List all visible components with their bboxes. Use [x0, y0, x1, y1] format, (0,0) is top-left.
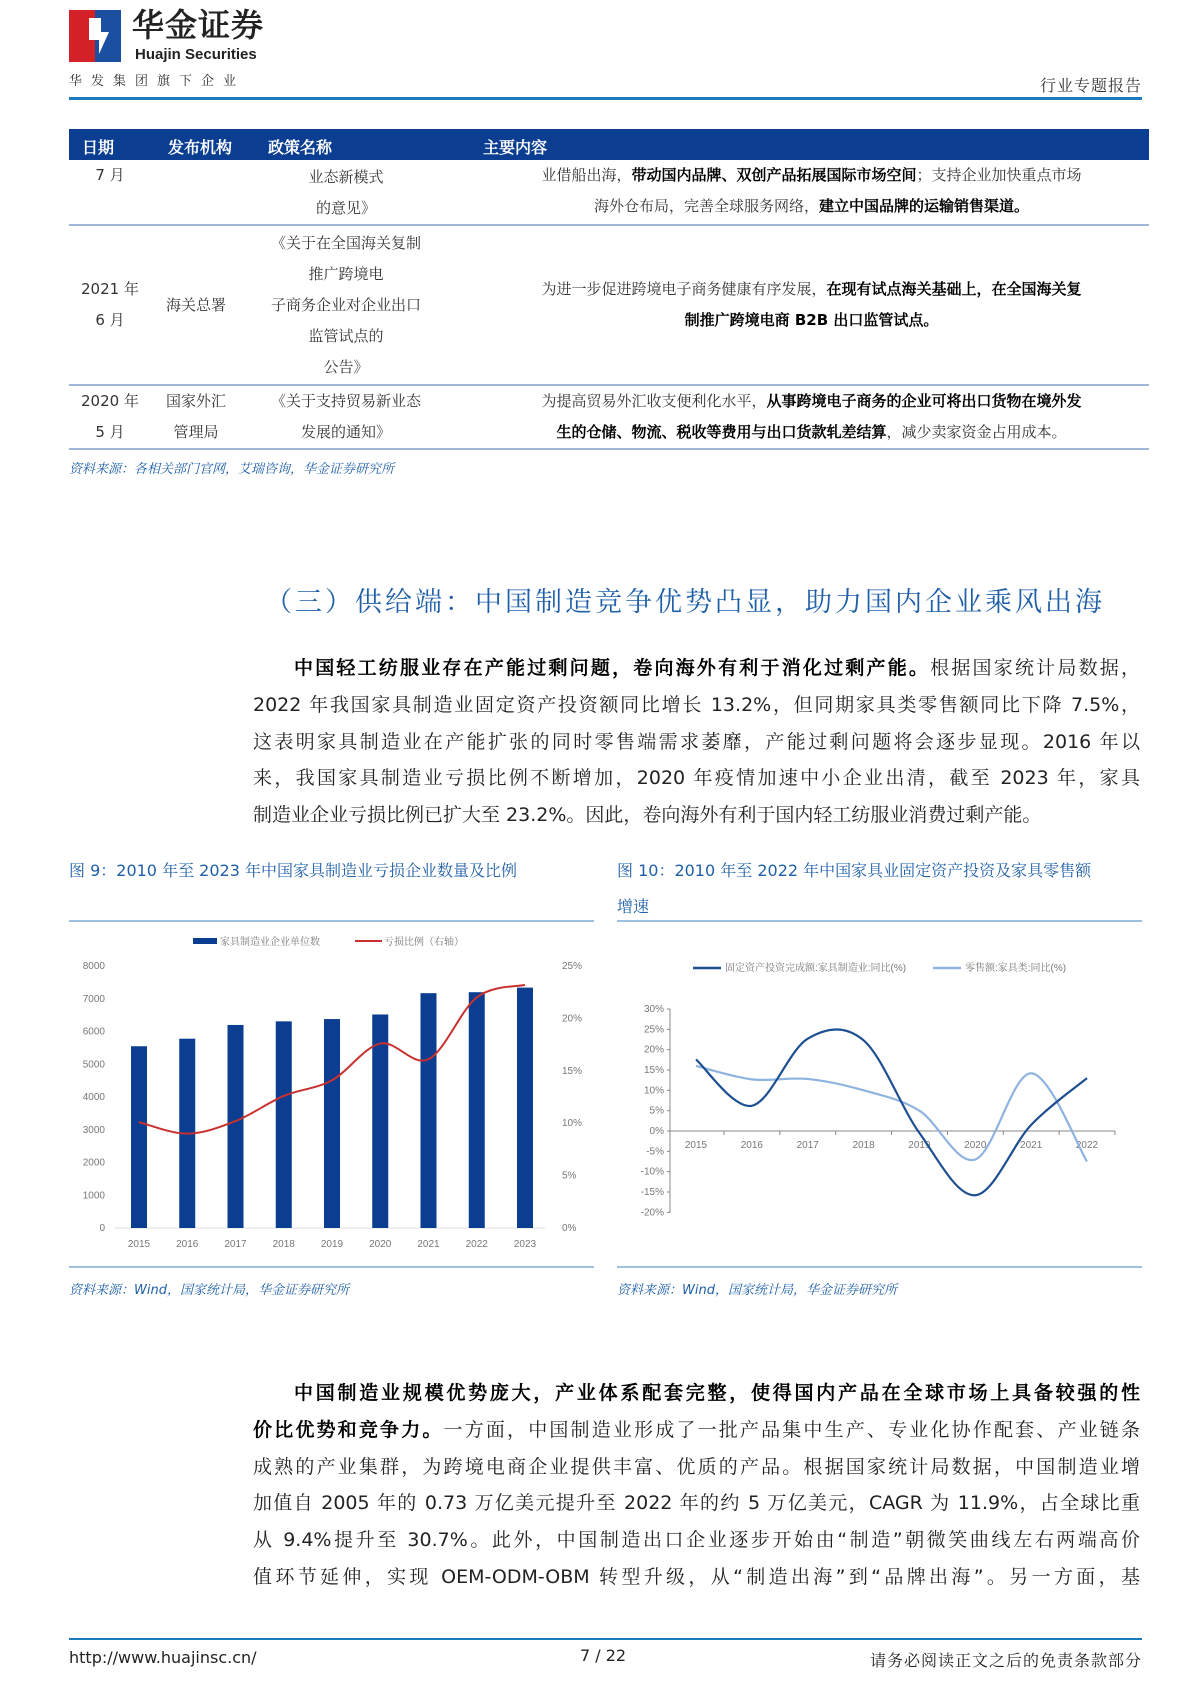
cell-line: 管理局: [173, 423, 219, 441]
y-left-tick-label: 6000: [82, 1026, 105, 1038]
bar: [469, 992, 485, 1228]
paragraph-line: [253, 1449, 1140, 1486]
y-tick-label: 25%: [643, 1024, 664, 1036]
bar: [131, 1046, 147, 1228]
x-tick-label: 2022: [465, 1239, 488, 1250]
investment-growth-line: [696, 1030, 1087, 1196]
cell-line: 海关总署: [165, 295, 226, 314]
x-tick-label: 2021: [1020, 1140, 1043, 1151]
fig10-caption-line2: 增速: [617, 897, 650, 916]
y-left-tick-label: 8000: [82, 961, 105, 972]
text: 值环节延伸，实现 OEM-ODM-OBM 转型升级，从“制造出海”到“品牌出海”。另一方面，基: [253, 1565, 1140, 1588]
text: 根据国家统计局数据，: [930, 657, 1140, 679]
x-tick-label: 2022: [1075, 1140, 1099, 1151]
legend-label: 家具制造业企业单位数: [220, 937, 320, 948]
y-right-tick-label: 10%: [562, 1118, 583, 1130]
text: 来，我国家具制造业亏损比例不断增加，2020 年疫情加速中小企业出清，截至 2023 年，家具: [253, 767, 1140, 790]
bold-text: 中国制造业规模优势庞大，产业体系配套完整，使得国内产品在全球市场上具备较强的性: [294, 1382, 1140, 1404]
x-tick-label: 2015: [127, 1239, 151, 1250]
paragraph-manufacturing-advantage: [253, 1375, 1140, 1596]
table-source: 资料来源：各相关部门官网，艾瑞咨询，华金证券研究所: [69, 462, 395, 477]
cell-line: 《关于在全国海关复制: [270, 233, 421, 252]
x-tick-label: 2017: [224, 1239, 247, 1250]
bar: [517, 988, 533, 1228]
cell-line: 的意见》: [315, 198, 376, 217]
bold-text: 生的仓储、物流、税收等费用与出口货款轧差结算: [556, 423, 887, 441]
x-tick-label: 2019: [320, 1239, 344, 1250]
footer-divider: [69, 1638, 1142, 1640]
x-tick-label: 2018: [272, 1239, 295, 1250]
col-policy: 政策名称: [268, 138, 333, 157]
col-content: 主要内容: [483, 138, 548, 157]
text: 成熟的产业集群，为跨境电商企业提供丰富、优质的产品。根据国家统计局数据，中国制造业增: [253, 1455, 1140, 1478]
y-tick-label: -10%: [640, 1166, 664, 1178]
text: 制造业企业亏损比例已扩大至 23.2%。因此，卷向海外有利于国内轻工纺服业消费过剩产能。: [253, 804, 1042, 827]
y-tick-label: -20%: [640, 1207, 664, 1219]
tagline: 华发集团旗下企业: [69, 74, 246, 89]
x-tick-label: 2018: [852, 1140, 875, 1151]
cell-line: 5 月: [95, 423, 125, 441]
legend-label: 零售额:家具类:同比(%): [965, 963, 1067, 974]
paragraph-line: [253, 1522, 1140, 1559]
page-number: 7 / 22: [580, 1646, 627, 1665]
text: 从 9.4%提升至 30.7%。此外，中国制造出口企业逐步开始由“制造”朝微笑曲线左右两端高价: [253, 1529, 1140, 1552]
y-left-tick-label: 2000: [82, 1157, 105, 1169]
text: 为进一步促进跨境电子商务健康有序发展，: [541, 280, 827, 298]
footer-disclaimer: 请务必阅读正文之后的免责条款部分: [869, 1651, 1142, 1670]
chart-fig10: [600, 0, 1200, 1270]
bold-text: 在现有试点海关基础上，在全国海关复: [826, 280, 1082, 298]
cell-line: 6 月: [95, 311, 125, 329]
logo-text-cn: 华金证券: [132, 6, 265, 44]
col-date: 日期: [82, 138, 115, 157]
col-org: 发布机构: [168, 138, 233, 157]
y-right-tick-label: 15%: [562, 1065, 583, 1077]
y-left-tick-label: 0: [99, 1223, 105, 1234]
x-tick-label: 2021: [417, 1239, 440, 1250]
legend-label: 亏损比例（右轴）: [384, 937, 464, 948]
cell-line: 业态新模式: [308, 167, 384, 186]
text: 加值自 2005 年的 0.73 万亿美元提升至 2022 年的约 5 万亿美元，CAGR 为 11.9%，占全球比重: [253, 1492, 1140, 1515]
text: ，减少卖家资金占用成本。: [886, 423, 1067, 441]
paragraph-line: [253, 1412, 1140, 1449]
paragraph-line: [253, 1559, 1140, 1596]
x-tick-label: 2016: [176, 1239, 199, 1250]
y-left-tick-label: 4000: [82, 1092, 105, 1103]
y-tick-label: 20%: [643, 1044, 664, 1056]
fig9-caption: 图 9：2010 年至 2023 年中国家具制造业亏损企业数量及比例: [69, 861, 517, 880]
logo-text-en: Huajin Securities: [135, 46, 257, 63]
text: 为提高贸易外汇收支便利化水平，: [541, 392, 767, 410]
text: 海外仓布局，完善全球服务网络，: [593, 197, 819, 215]
text: 业借船出海，: [541, 166, 632, 184]
y-left-tick-label: 7000: [82, 993, 105, 1005]
text: ；支持企业加快重点市场: [916, 166, 1082, 184]
fig9-bottom-rule: [69, 1266, 594, 1268]
y-right-tick-label: 20%: [562, 1013, 583, 1025]
cell-line: 推广跨境电: [308, 264, 384, 283]
x-tick-label: 2015: [684, 1140, 708, 1151]
cell-line: 2021 年: [81, 280, 139, 298]
y-left-tick-label: 3000: [82, 1124, 105, 1136]
cell-line: 国家外汇: [165, 392, 226, 410]
chart-fig9: [0, 0, 600, 1270]
report-type: 行业专题报告: [1039, 76, 1142, 95]
text: 一方面，中国制造业形成了一批产品集中生产、专业化协作配套、产业链条: [443, 1418, 1140, 1441]
paragraph-line: [253, 1375, 1140, 1412]
x-tick-label: 2020: [369, 1239, 392, 1250]
text: 这表明家具制造业在产能扩张的同时零售端需求萎靡，产能过剩问题将会逐步显现。2016 年以: [253, 730, 1140, 753]
paragraph-line: [253, 1485, 1140, 1522]
legend-label: 固定资产投资完成额:家具制造业:同比(%): [725, 963, 907, 974]
y-tick-label: 10%: [643, 1085, 664, 1097]
bold-text: 价比优势和竞争力。: [253, 1418, 444, 1441]
x-tick-label: 2016: [740, 1140, 763, 1151]
bar: [276, 1021, 292, 1228]
bar: [228, 1025, 244, 1228]
y-tick-label: 15%: [643, 1065, 664, 1076]
fig10-bottom-rule: [617, 1266, 1142, 1268]
cell-line: 2020 年: [81, 392, 139, 410]
y-right-tick-label: 0%: [562, 1223, 577, 1234]
y-tick-label: -15%: [640, 1187, 664, 1198]
y-left-tick-label: 1000: [82, 1190, 105, 1202]
cell-line: 公告》: [323, 357, 369, 376]
section-title: （三）供给端：中国制造竞争优势凸显，助力国内企业乘风出海: [265, 587, 1105, 618]
cell-line: 《关于支持贸易新业态: [270, 392, 421, 410]
y-tick-label: -5%: [646, 1146, 664, 1158]
legend-swatch-bar: [193, 938, 217, 944]
bold-text: 带动国内品牌、双创产品拓展国际市场空间: [631, 166, 917, 184]
cell-line: 子商务企业对企业出口: [270, 295, 421, 314]
y-tick-label: 5%: [649, 1105, 664, 1117]
fig10-caption-line1: 图 10：2010 年至 2022 年中国家具业固定资产投资及家具零售额: [617, 861, 1092, 880]
fig10-source: 资料来源：Wind，国家统计局，华金证券研究所: [617, 1283, 897, 1298]
bold-text: 从事跨境电子商务的企业可将出口货物在境外发: [766, 392, 1082, 410]
y-tick-label: 30%: [643, 1004, 664, 1015]
text: 2022 年我国家具制造业固定资产投资额同比增长 13.2%，但同期家具类零售额同比下降 7.5%，: [253, 693, 1140, 716]
y-left-tick-label: 5000: [82, 1059, 105, 1071]
x-tick-label: 2019: [908, 1140, 931, 1151]
x-tick-label: 2017: [796, 1140, 819, 1151]
x-tick-label: 2020: [964, 1140, 987, 1151]
footer-url-link[interactable]: http://www.huajinsc.cn/: [69, 1648, 257, 1667]
y-right-tick-label: 5%: [562, 1170, 577, 1182]
bar: [421, 993, 437, 1228]
y-right-tick-label: 25%: [562, 961, 583, 972]
cell-line: 7 月: [95, 166, 125, 184]
bold-text: 建立中国品牌的运输销售渠道。: [819, 197, 1030, 215]
cell-line: 发展的通知》: [300, 423, 391, 441]
bar: [324, 1019, 340, 1228]
x-tick-label: 2023: [513, 1239, 537, 1250]
cell-line: 监管试点的: [308, 326, 384, 345]
bold-text: 中国轻工纺服业存在产能过剩问题，卷向海外有利于消化过剩产能。: [294, 657, 931, 679]
fig9-source: 资料来源：Wind，国家统计局，华金证券研究所: [69, 1283, 349, 1298]
bold-text: 制推广跨境电商 B2B 出口监管试点。: [684, 311, 939, 329]
y-tick-label: 0%: [649, 1126, 664, 1137]
